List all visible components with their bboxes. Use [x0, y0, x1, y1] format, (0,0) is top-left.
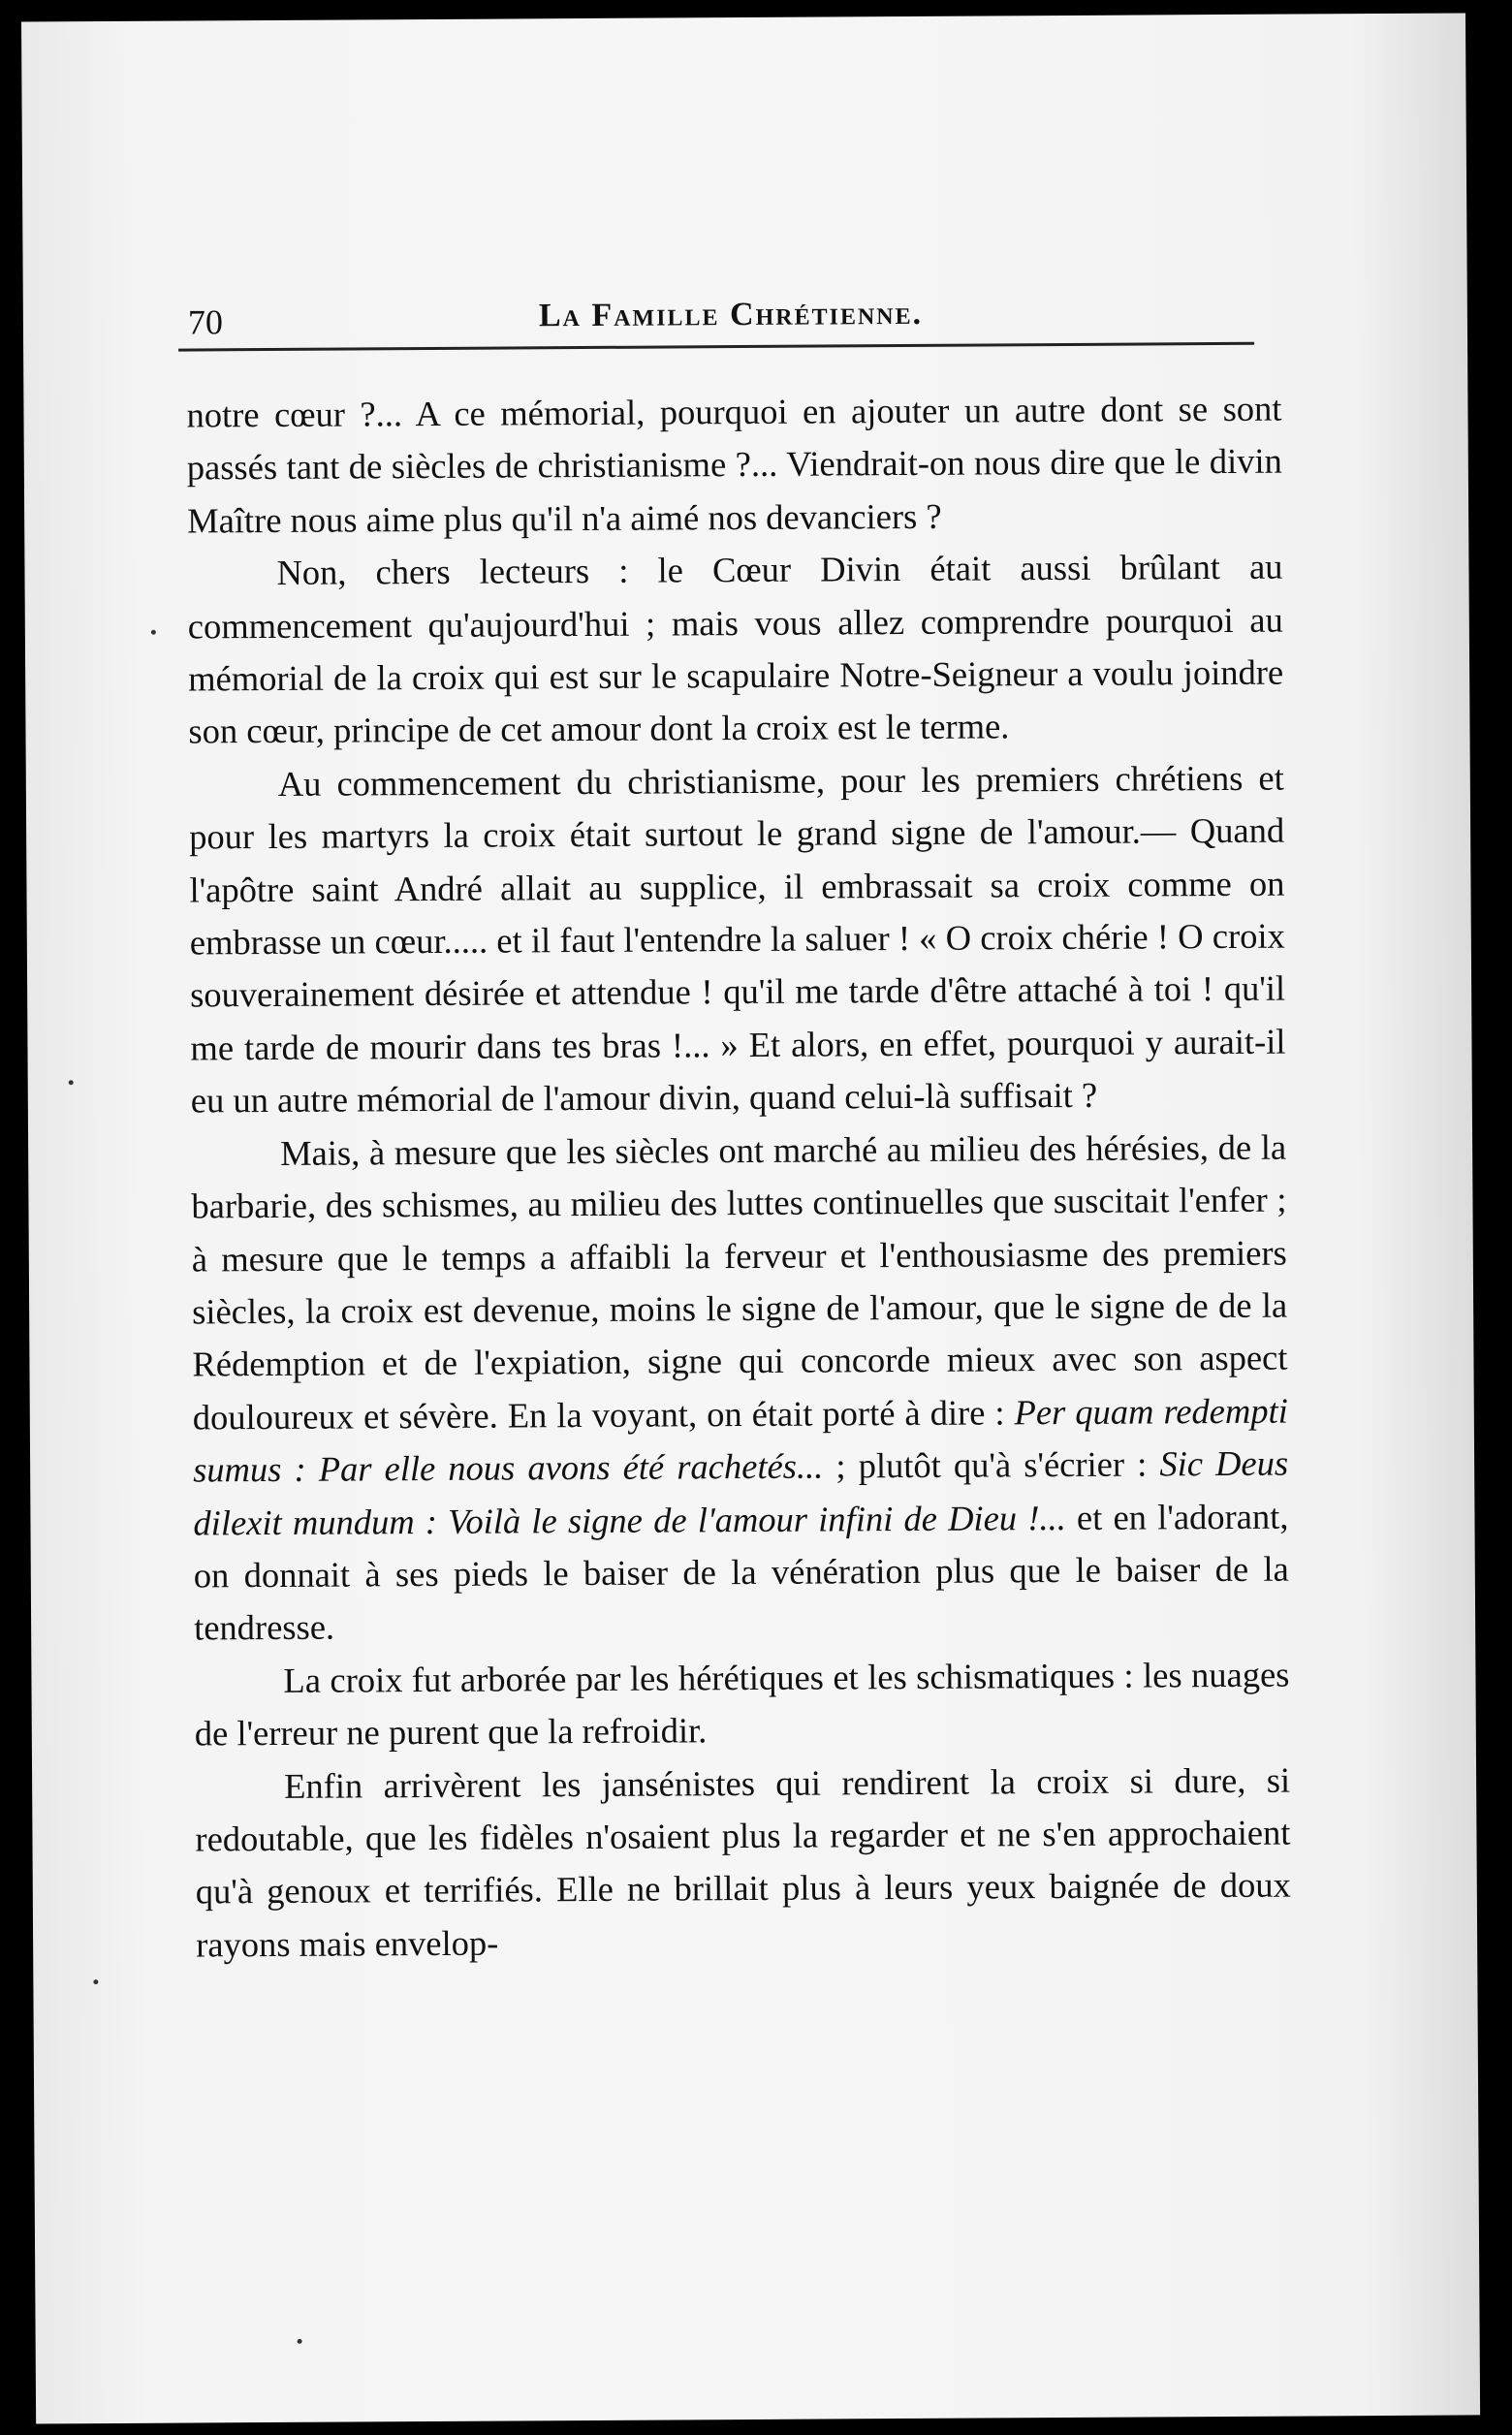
book-page	[21, 13, 1480, 2423]
body-text	[186, 383, 1291, 1972]
paragraph	[191, 1121, 1289, 1655]
scan-speck	[151, 630, 156, 635]
latin-quote: Per quam redempti sumus : Par elle nous avons été rachetés...	[193, 1390, 1288, 1490]
page-number: 70	[187, 302, 224, 342]
text-segment: Au commencement du christianisme, pour les premiers chrétiens et pour les martyrs la croix était surtout le grand signe de l'amour.— Quand l'apôtre saint André allait au supplice, il embrassait sa croix comme on embrasse un cœur..... et il faut l'entendre la saluer ! « O croix chérie ! O croix souverainement désirée et attendue ! qu'il me tarde d'être attaché à toi ! qu'il me tarde de mourir dans tes bras !... » Et alors, en effet, pourquoi y aurait-il eu un autre mémorial de l'amour divin, quand celui-là suffisait ?	[189, 757, 1286, 1121]
paragraph	[195, 1754, 1291, 1972]
text-segment: notre cœur ?... A ce mémorial, pourquoi en ajouter un autre dont se sont passés tant de siècles de christianisme ?... Viendrait-on nous dire que le divin Maître nous aime plus qu'il n'a aimé nos devanciers ?	[186, 388, 1282, 541]
paragraph	[186, 383, 1282, 548]
text-segment: La croix fut arborée par les hérétiques et les schismatiques : les nuages de l'erreur ne purent que la refroidir.	[194, 1654, 1290, 1754]
text-segment: Non, chers lecteurs : le Cœur Divin était aussi brûlant au commencement qu'aujourd'hui ; mais vous allez comprendre pourquoi au mémorial de la croix qui est sur le scapulaire Notre-Seigneur a voulu joindre son cœur, principe de cet amour dont la croix est le terme.	[187, 546, 1284, 751]
paragraph	[194, 1648, 1290, 1760]
scan-speck	[69, 1080, 74, 1085]
paragraph	[187, 541, 1283, 759]
scan-speck	[298, 2339, 302, 2344]
running-title: La Famille Chrétienne.	[538, 295, 924, 334]
scan-speck	[93, 1979, 98, 1984]
text-segment: ; plutôt qu'à s'écrier :	[823, 1443, 1160, 1486]
text-segment: Mais, à mesure que les siècles ont marché au milieu des hérésies, de la barbarie, des schismes, au milieu des luttes continuelles que suscitait l'enfer ; à mesure que le temps a affaibli la ferveur et l'enthousiasme des premiers siècles, la croix est devenue, moins le signe de l'amour, que le signe de de la Rédemption et de l'expiation, signe qui concorde mieux avec son aspect douloureux et sévère. En la voyant, on était porté à dire :	[191, 1126, 1288, 1438]
running-head	[178, 288, 1254, 352]
text-segment: Enfin arrivèrent les jansénistes qui rendirent la croix si dure, si redoutable, que les fidèles n'osaient plus la regarder et ne s'en approchaient qu'à genoux et terrifiés. Elle ne brillait plus à leurs yeux baignée de doux rayons mais envelop-	[195, 1759, 1291, 1965]
latin-quote: Sic Deus dilexit mundum : Voilà le signe de l'amour infini de Dieu !...	[193, 1442, 1289, 1543]
paragraph	[189, 751, 1286, 1127]
text-segment: et en l'adorant, on donnait à ses pieds le baiser de la vénération plus que le baiser de la tendresse.	[193, 1496, 1289, 1648]
